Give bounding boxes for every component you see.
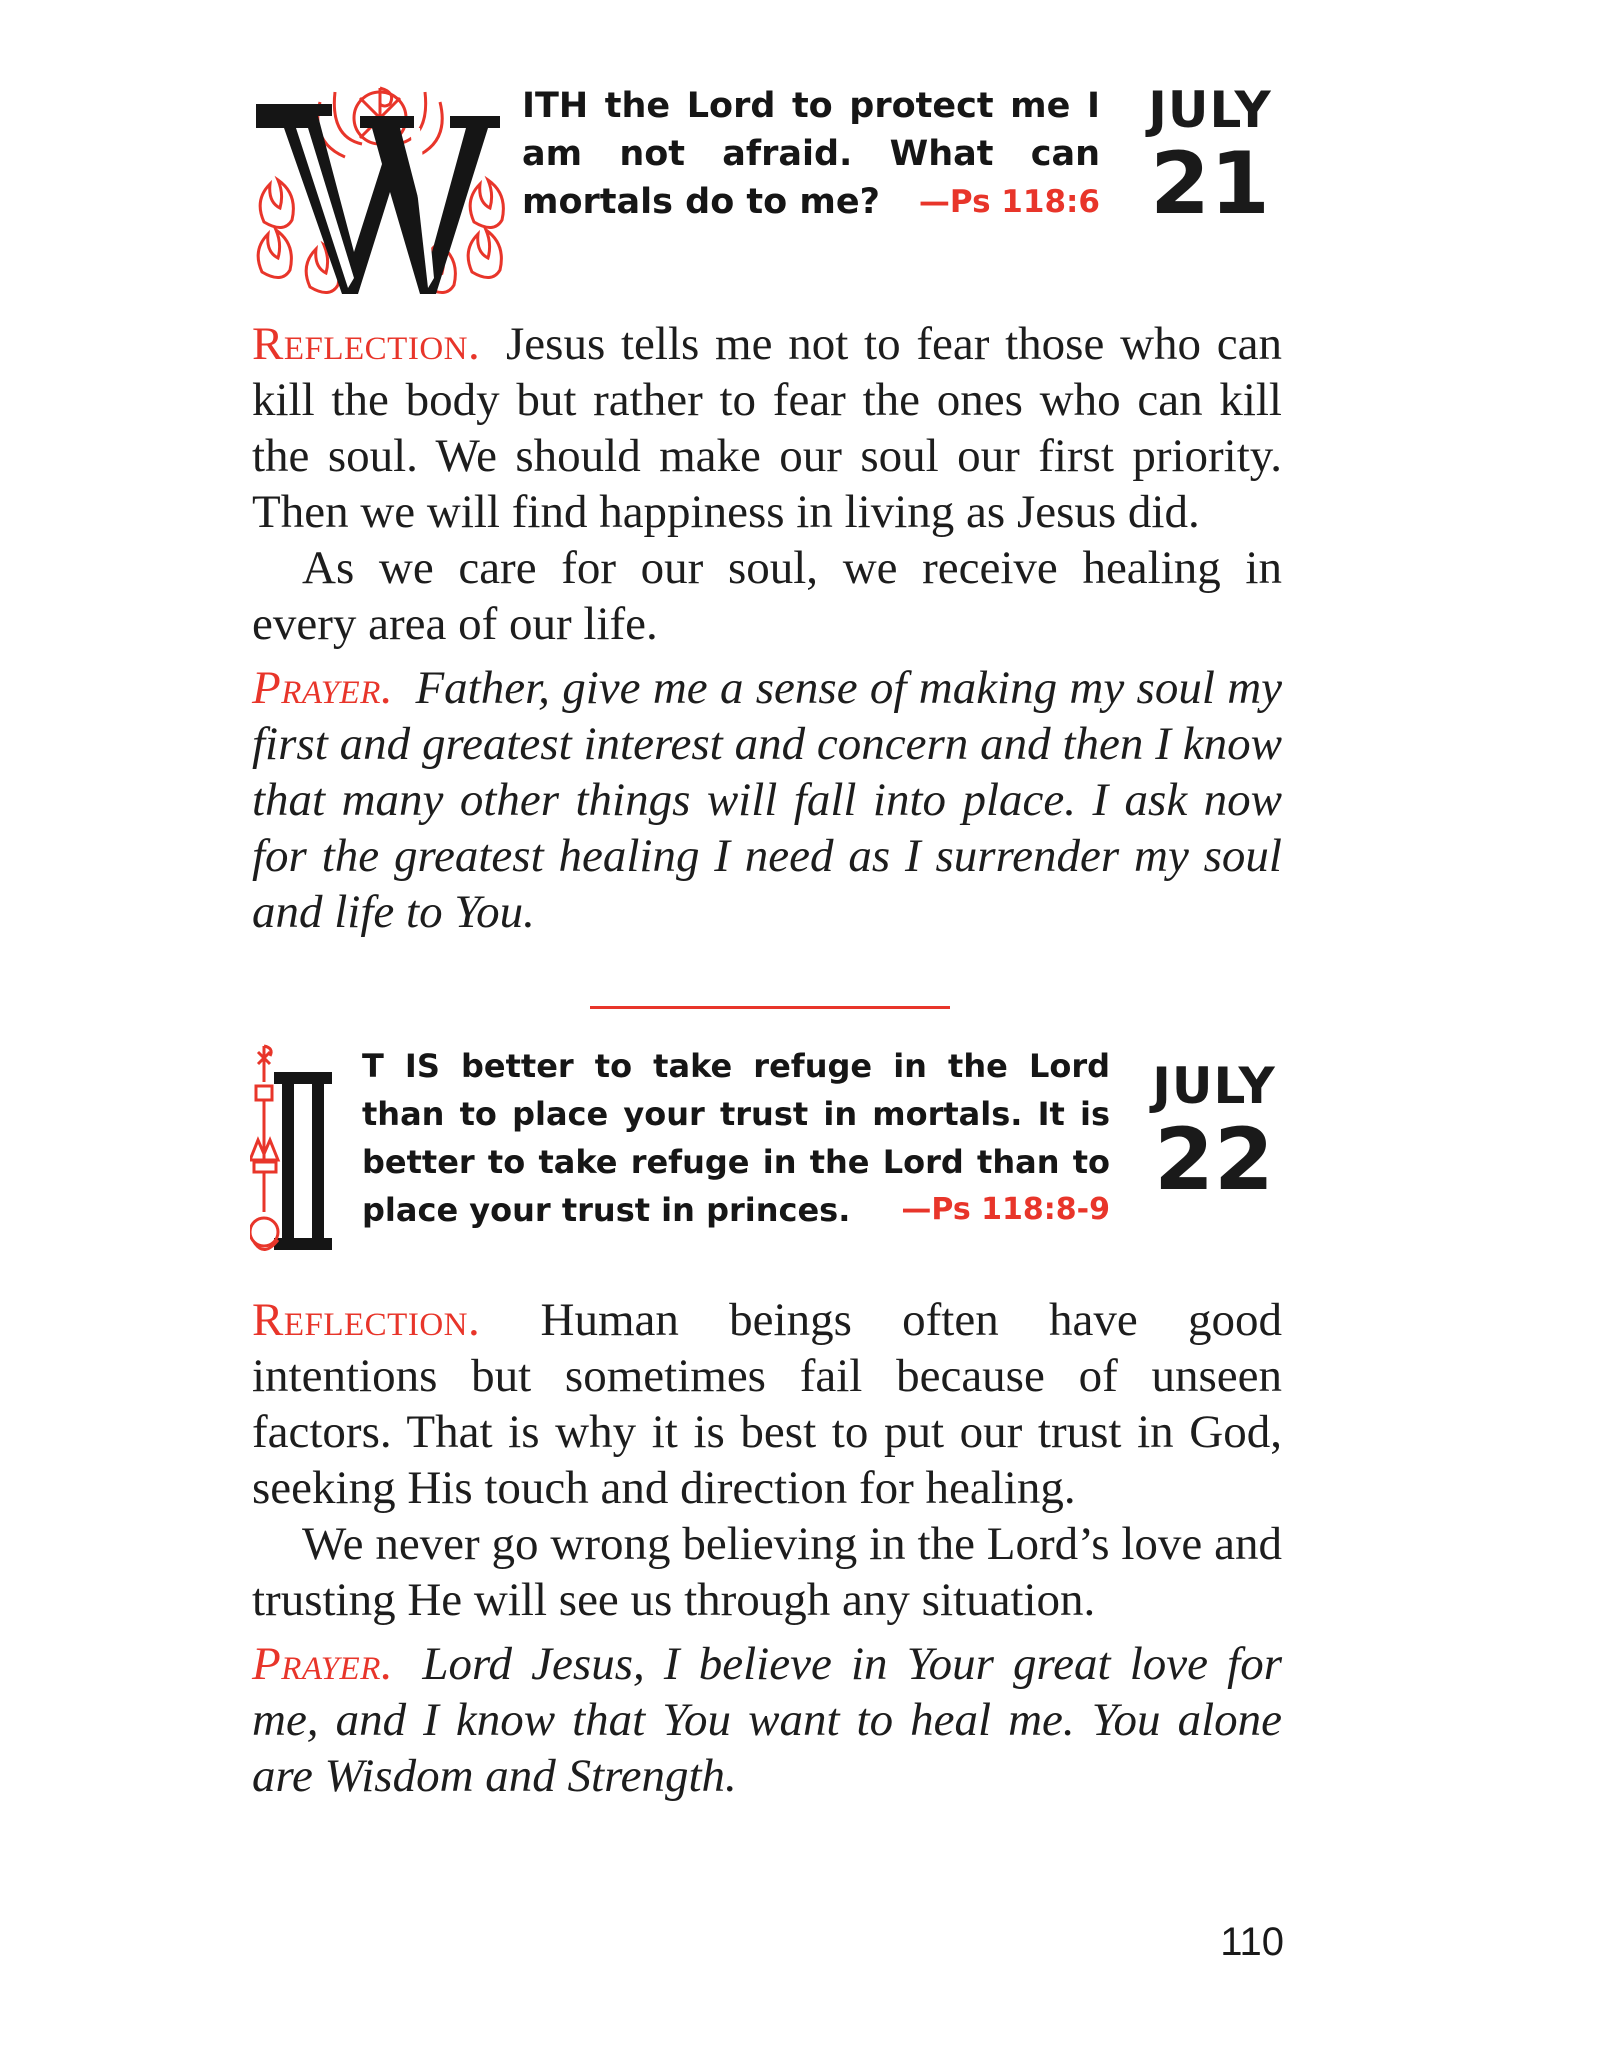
verse-text: T IS better to take refuge in the Lord than to place your trust in mortals. It is better to take refuge in the Lord than to place your trust in princes. [362, 1047, 1110, 1229]
reflection-paragraph [252, 1292, 1282, 1516]
reflection-label: Reflection. [252, 1294, 481, 1346]
date-month: JULY [1152, 1057, 1276, 1115]
reflection-text: Human beings often have good intentions but sometimes fail because of unseen factors. That is why it is best to put our trust in God, seeking His touch and direction for healing. [252, 1294, 1282, 1514]
date-day: 21 [1150, 134, 1270, 234]
reflection-paragraph-2: We never go wrong believing in the Lord’s love and trusting He will see us through any situation. [252, 1518, 1282, 1626]
date-block [1134, 1057, 1294, 1210]
verse-text: ITH the Lord to protect me I am not afraid. What can mortals do to me? [522, 86, 1100, 222]
entry-body-july-22 [252, 1292, 1282, 1804]
reflection-label: Reflection. [252, 318, 481, 370]
reflection-text: Jesus tells me not to fear those who can kill the body but rather to fear the ones who can kill the soul. We should make our soul our first priority. Then we will find happiness in living as Jesus did. [252, 318, 1282, 538]
section-divider [590, 1006, 950, 1009]
dropcap-w-ornament [250, 82, 510, 302]
date-block [1130, 81, 1290, 234]
date-day: 22 [1154, 1110, 1274, 1210]
prayer-label: Prayer. [252, 1638, 394, 1690]
entry-header-july-21 [250, 82, 1300, 302]
dropcap-i-ornament [250, 1042, 350, 1262]
verse-block [362, 1042, 1110, 1234]
prayer-text: Father, give me a sense of making my soul my first and greatest interest and concern and then I know that many other things will fall into place. I ask now for the greatest healing I need as I surrender my soul and life to You. [252, 662, 1283, 938]
date-month: JULY [1148, 81, 1272, 139]
entry-body-july-21 [252, 316, 1282, 940]
verse-citation: —Ps 118:6 [918, 184, 1100, 220]
entry-header-july-22 [250, 1042, 1300, 1262]
prayer-text: Lord Jesus, I believe in Your great love for me, and I know that You want to heal me. You alone are Wisdom and Strength. [252, 1638, 1283, 1802]
reflection-paragraph [252, 316, 1282, 540]
prayer-label: Prayer. [252, 662, 394, 714]
verse-block [522, 82, 1100, 226]
prayer-paragraph [252, 660, 1282, 940]
prayer-paragraph [252, 1636, 1282, 1804]
reflection-paragraph-2: As we care for our soul, we receive healing in every area of our life. [252, 542, 1282, 650]
verse-citation: —Ps 118:8-9 [901, 1192, 1110, 1227]
page-number: 110 [1220, 1920, 1284, 1964]
